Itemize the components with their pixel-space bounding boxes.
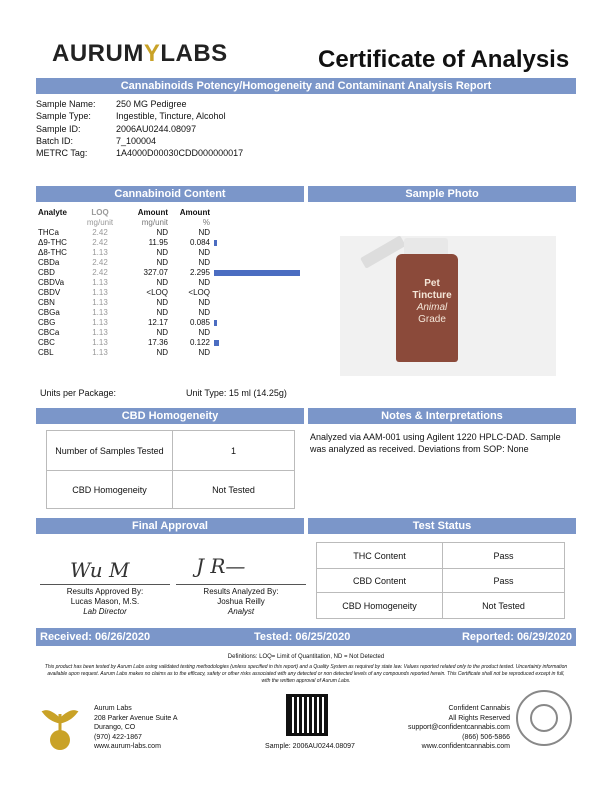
logo-text-left: AURUM bbox=[52, 40, 144, 67]
analyte-bar-cell bbox=[210, 278, 306, 288]
sample-info-row bbox=[36, 135, 243, 147]
analyte-pct: ND bbox=[198, 278, 210, 287]
section-title: Final Approval bbox=[132, 520, 208, 532]
address-line: Durango, CO bbox=[94, 724, 136, 731]
analyte-pct: ND bbox=[198, 308, 210, 317]
analyte-bar-cell bbox=[210, 338, 306, 348]
status-key: CBD Content bbox=[317, 569, 443, 593]
table-row bbox=[38, 318, 306, 328]
analyte-mg: ND bbox=[156, 248, 168, 257]
analyte-name: CBDa bbox=[38, 258, 60, 267]
unit-loq: mg/unit bbox=[86, 218, 114, 227]
address-line: (866) 506-5866 bbox=[462, 733, 510, 741]
table-row bbox=[38, 238, 306, 248]
analyte-mg: 11.95 bbox=[148, 238, 168, 247]
analyte-pct: ND bbox=[198, 258, 210, 267]
analyte-bar-cell bbox=[210, 248, 306, 258]
aurum-labs-logo bbox=[52, 40, 228, 68]
col-loq: LOQ bbox=[91, 208, 109, 217]
bottle-label-line: Animal bbox=[416, 302, 448, 313]
analyte-bar-cell bbox=[210, 228, 306, 238]
analyte-pct: 2.295 bbox=[189, 268, 210, 277]
analyte-mg: ND bbox=[156, 258, 168, 267]
units-per-package: Units per Package: bbox=[40, 388, 117, 398]
homogeneity-key: Number of Samples Tested bbox=[47, 431, 173, 471]
analyte-pct: ND bbox=[198, 328, 210, 337]
cannabinoid-table bbox=[38, 208, 306, 358]
address-line: www.aurum-labs.com bbox=[94, 743, 161, 750]
analyte-pct: <LOQ bbox=[188, 288, 210, 297]
analyte-pct: ND bbox=[198, 228, 210, 237]
table-row bbox=[47, 431, 295, 471]
address-line: 208 Parker Avenue Suite A bbox=[94, 714, 178, 722]
signature-mason: Wu M bbox=[70, 558, 130, 582]
sample-info-value: 7_100004 bbox=[116, 135, 157, 146]
reported-date: Reported: 06/29/2020 bbox=[461, 631, 572, 643]
sample-info-value: 250 MG Pedigree bbox=[116, 99, 187, 109]
col-amount-pct: Amount bbox=[179, 208, 210, 217]
analyte-name: Δ9-THC bbox=[38, 238, 67, 247]
unit-mg: mg/unit bbox=[141, 218, 168, 227]
analyte-mg: ND bbox=[156, 348, 168, 357]
homogeneity-value: 1 bbox=[173, 431, 295, 471]
table-row bbox=[38, 328, 306, 338]
analyte-name: CBN bbox=[38, 298, 55, 307]
analyst-block bbox=[176, 584, 306, 617]
bottle-label-line: Tincture bbox=[412, 290, 452, 301]
table-row bbox=[38, 288, 306, 298]
sample-info-key: Sample ID: bbox=[36, 123, 81, 134]
notes-text: Analyzed via AAM-001 using Agilent 1220 HPLC-DAD. Sample was analyzed as received. Deviations from SOP: None bbox=[310, 432, 561, 454]
table-row bbox=[38, 228, 306, 238]
analyte-bar-cell bbox=[210, 288, 306, 298]
report-title: Cannabinoids Potency/Homogeneity and Contaminant Analysis Report bbox=[120, 80, 492, 92]
page-title: Certificate of Analysis bbox=[318, 46, 570, 73]
dates-bar bbox=[36, 628, 576, 646]
aurum-flask-logo-icon bbox=[40, 702, 80, 754]
disclaimer: This product has been tested by Aurum Labs using validated testing methodologies (unless specified in this report) and a Quality System as required by state law. Values reported related only to the product tested. Uncertainty information available upon request. Aurum Labs makes no claims as to the efficacy, safety or other risks associated with any detected or non detected levels of any compounds reported herein. This Certificate shall not be reproduced except in full, with the written approval of Aurum Labs. bbox=[44, 664, 568, 684]
partner-address bbox=[400, 704, 510, 752]
analyte-mg: ND bbox=[156, 298, 168, 307]
analyte-bar bbox=[214, 340, 219, 346]
analyte-bar-cell bbox=[210, 308, 306, 318]
analyte-loq: 1.13 bbox=[92, 348, 108, 357]
analyte-loq: 2.42 bbox=[92, 258, 108, 267]
signature-line bbox=[40, 584, 170, 585]
analyte-pct: 0.085 bbox=[189, 318, 210, 327]
analyte-pct: ND bbox=[198, 248, 210, 257]
sample-info-row bbox=[36, 98, 243, 110]
tested-date: Tested: 06/25/2020 bbox=[254, 631, 351, 643]
col-amount-mg: Amount bbox=[137, 208, 168, 217]
analyte-mg: ND bbox=[156, 308, 168, 317]
analyte-name: CBGa bbox=[38, 308, 60, 317]
table-row bbox=[38, 298, 306, 308]
unit-pct: % bbox=[202, 218, 210, 227]
analyte-bar-cell bbox=[210, 298, 306, 308]
address-line: (970) 422-1867 bbox=[94, 733, 142, 741]
received-date: Received: 06/26/2020 bbox=[40, 631, 151, 643]
qr-code-icon[interactable] bbox=[286, 694, 328, 736]
cbd-homogeneity-header bbox=[36, 408, 304, 424]
analyte-bar bbox=[214, 320, 217, 326]
address-line: support@confidentcannabis.com bbox=[407, 724, 510, 731]
analyte-mg: 327.07 bbox=[143, 268, 168, 277]
analyte-bar-cell bbox=[210, 328, 306, 338]
analyte-loq: 2.42 bbox=[92, 268, 108, 277]
cannabinoid-content-header bbox=[36, 186, 304, 202]
signature-reilly: J R— bbox=[196, 554, 246, 578]
definitions: Definitions: LOQ= Limit of Quantitation, ND = Not Detected bbox=[227, 654, 385, 660]
approval-name: Lucas Mason, M.S. bbox=[70, 597, 140, 606]
analyte-name: CBD bbox=[38, 268, 55, 277]
analyte-mg: ND bbox=[156, 328, 168, 337]
table-row bbox=[38, 268, 306, 278]
table-row bbox=[38, 348, 306, 358]
sample-info-row bbox=[36, 147, 243, 159]
analyte-loq: 1.13 bbox=[92, 338, 108, 347]
status-key: THC Content bbox=[317, 543, 443, 569]
unit-graph bbox=[210, 218, 306, 228]
analyte-mg: 17.36 bbox=[147, 338, 168, 347]
section-title: Notes & Interpretations bbox=[381, 410, 503, 422]
test-status-table bbox=[316, 542, 565, 619]
table-row bbox=[317, 593, 565, 619]
lab-address bbox=[94, 704, 178, 752]
analyte-pct: 0.122 bbox=[189, 338, 210, 347]
bottle-label bbox=[410, 278, 454, 326]
analyte-mg: ND bbox=[156, 228, 168, 237]
notes-header bbox=[308, 408, 576, 424]
report-title-bar bbox=[36, 78, 576, 94]
approver-block bbox=[40, 584, 170, 617]
sample-info-key: Sample Name: bbox=[36, 99, 96, 109]
analyte-bar-cell bbox=[210, 258, 306, 268]
analyte-name: Δ8-THC bbox=[38, 248, 67, 257]
analyte-name: CBDVa bbox=[38, 278, 65, 287]
analyte-bar bbox=[214, 240, 217, 246]
approval-role: Analyst bbox=[227, 607, 255, 616]
homogeneity-key: CBD Homogeneity bbox=[47, 471, 173, 509]
sample-info-key: Sample Type: bbox=[36, 111, 91, 122]
section-title: Sample Photo bbox=[405, 188, 479, 200]
sample-info-value: 2006AU0244.08097 bbox=[116, 123, 197, 134]
section-title: Test Status bbox=[412, 520, 472, 532]
logo-text-right: LABS bbox=[160, 40, 228, 67]
address-line: Confident Cannabis bbox=[448, 705, 510, 712]
analyte-bar-cell bbox=[210, 348, 306, 358]
analyte-loq: 1.13 bbox=[92, 328, 108, 337]
bottle-label-line: Grade bbox=[418, 314, 446, 325]
analyte-loq: 1.13 bbox=[92, 288, 108, 297]
analyte-name: CBG bbox=[38, 318, 56, 327]
table-row bbox=[38, 278, 306, 288]
section-title: CBD Homogeneity bbox=[121, 410, 219, 422]
analyte-bar-cell bbox=[210, 268, 306, 278]
table-row bbox=[317, 543, 565, 569]
analyte-pct: 0.084 bbox=[189, 238, 210, 247]
address-line: www.confidentcannabis.com bbox=[421, 743, 510, 750]
col-graph bbox=[210, 208, 306, 218]
status-key: CBD Homogeneity bbox=[317, 593, 443, 619]
analyte-name: CBC bbox=[38, 338, 55, 347]
analyte-mg: 12.17 bbox=[147, 318, 168, 327]
homogeneity-table bbox=[46, 430, 295, 509]
status-value: Pass bbox=[443, 569, 565, 593]
analyte-bar bbox=[214, 270, 300, 276]
table-row bbox=[47, 471, 295, 509]
bottle-label-line: Pet bbox=[424, 278, 440, 289]
table-row bbox=[38, 258, 306, 268]
homogeneity-value: Not Tested bbox=[173, 471, 295, 509]
analyte-name: THCa bbox=[38, 228, 59, 237]
logo-flask-glyph: Y bbox=[143, 40, 161, 67]
sample-info bbox=[36, 98, 243, 159]
unit-blank bbox=[38, 218, 78, 228]
approval-label: Results Approved By: bbox=[66, 587, 144, 596]
status-value: Pass bbox=[443, 543, 565, 569]
analyte-loq: 1.13 bbox=[92, 318, 108, 327]
analyte-mg: ND bbox=[156, 278, 168, 287]
sample-info-key: METRC Tag: bbox=[36, 148, 88, 159]
sample-info-value: 1A4000D00030CDD000000017 bbox=[116, 148, 244, 159]
table-header-row bbox=[38, 208, 306, 218]
analyte-loq: 1.13 bbox=[92, 278, 108, 287]
approval-label: Results Analyzed By: bbox=[203, 587, 279, 596]
sample-footer: Sample: 2006AU0244.08097 bbox=[265, 743, 355, 750]
table-row bbox=[317, 569, 565, 593]
analyte-bar-cell bbox=[210, 318, 306, 328]
analyte-loq: 1.13 bbox=[92, 298, 108, 307]
analyte-loq: 2.42 bbox=[92, 228, 108, 237]
table-row bbox=[38, 248, 306, 258]
sample-info-value: Ingestible, Tincture, Alcohol bbox=[116, 111, 226, 122]
analyte-pct: ND bbox=[198, 348, 210, 357]
analyte-loq: 1.13 bbox=[92, 248, 108, 257]
analyte-loq: 1.13 bbox=[92, 308, 108, 317]
sample-photo-header bbox=[308, 186, 576, 202]
signature-line bbox=[176, 584, 306, 585]
analyte-loq: 2.42 bbox=[92, 238, 108, 247]
table-row bbox=[38, 308, 306, 318]
analyte-pct: ND bbox=[198, 298, 210, 307]
section-title: Cannabinoid Content bbox=[114, 188, 226, 200]
unit-type: Unit Type: 15 ml (14.25g) bbox=[186, 388, 287, 398]
sample-info-row bbox=[36, 123, 243, 135]
approval-name: Joshua Reilly bbox=[217, 597, 265, 606]
address-line: Aurum Labs bbox=[94, 705, 132, 712]
final-approval-header bbox=[36, 518, 304, 534]
analyte-mg: <LOQ bbox=[146, 288, 168, 297]
col-analyte: Analyte bbox=[38, 208, 67, 217]
test-status-header bbox=[308, 518, 576, 534]
status-value: Not Tested bbox=[443, 593, 565, 619]
sample-info-key: Batch ID: bbox=[36, 135, 74, 146]
analyte-name: CBL bbox=[38, 348, 54, 357]
address-line: All Rights Reserved bbox=[448, 714, 510, 722]
analyte-name: CBCa bbox=[38, 328, 60, 337]
seal-inner-icon bbox=[530, 704, 558, 732]
table-units-row bbox=[38, 218, 306, 228]
approval-role: Lab Director bbox=[83, 607, 127, 616]
table-row bbox=[38, 338, 306, 348]
analyte-name: CBDV bbox=[38, 288, 61, 297]
sample-info-row bbox=[36, 110, 243, 122]
analyte-bar-cell bbox=[210, 238, 306, 248]
